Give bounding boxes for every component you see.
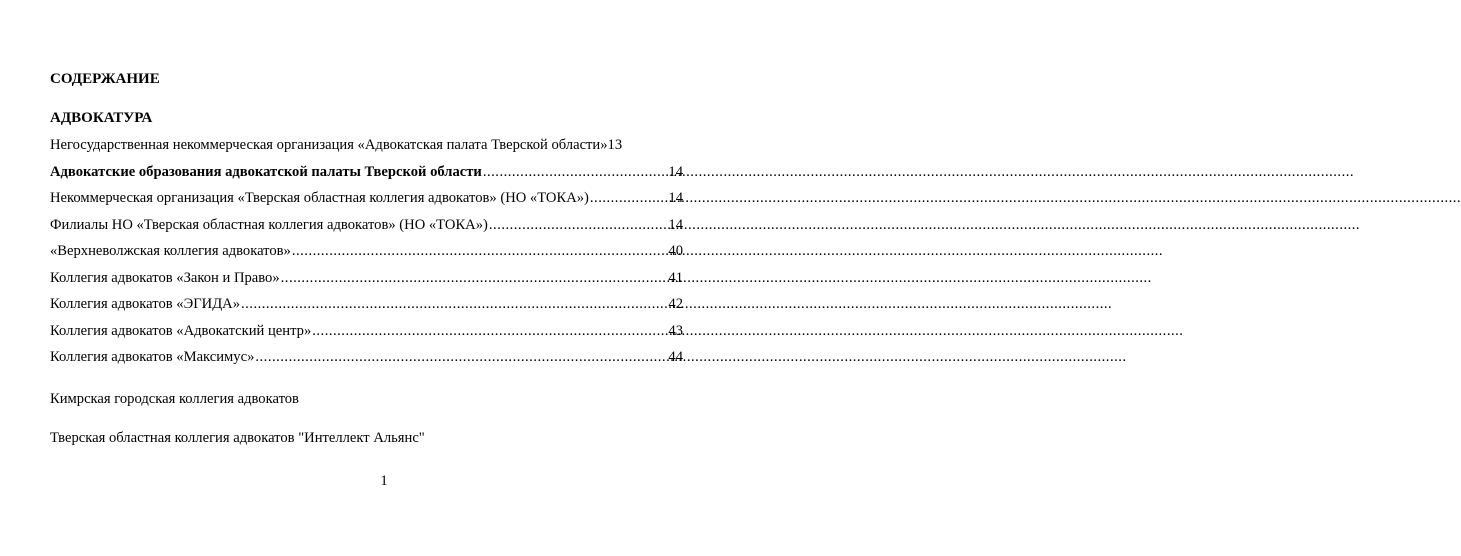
toc-entry-page: 40 <box>668 243 683 259</box>
toc-entry-title: Коллегия адвокатов «ЭГИДА» <box>50 296 240 312</box>
toc-entry[interactable] <box>50 136 683 154</box>
toc-entry-page: 43 <box>668 322 683 339</box>
toc-entry-title: Коллегия адвокатов «Закон и Право» <box>50 269 280 286</box>
toc-entry-page: 14 <box>668 163 683 180</box>
toc-entry-page: 44 <box>668 349 683 365</box>
toc-leader <box>488 216 669 234</box>
toc-entry-title: Филиалы НО «Тверская областная коллегия адвокатов» (НО «ТОКА») <box>50 216 488 233</box>
toc-leader <box>280 269 669 287</box>
toc-entry-page: 42 <box>668 296 683 312</box>
toc-leader <box>311 322 668 340</box>
toc-leader <box>589 189 669 207</box>
toc-entry-page: 41 <box>668 269 683 286</box>
section-title: АДВОКАТУРА <box>50 110 153 126</box>
toc-entry-title: Некоммерческая организация «Тверская областная коллегия адвокатов» (НО «ТОКА») <box>50 190 589 206</box>
toc-entry-title: Негосударственная некоммерческая организация «Адвокатская палата Тверской области» <box>50 137 608 153</box>
toc-entry-title: Коллегия адвокатов «Максимус» <box>50 349 255 365</box>
page-number: 1 <box>380 473 388 489</box>
toc-entry[interactable] <box>50 322 683 340</box>
toc-leader <box>291 242 669 260</box>
toc-leader <box>254 348 668 366</box>
toc-entry[interactable] <box>50 295 683 313</box>
toc-entry-page: 14 <box>668 190 683 206</box>
toc-line-kimry-collegium[interactable]: Кимрская городская коллегия адвокатов <box>50 391 299 407</box>
toc-entry-page: 13 <box>607 137 623 153</box>
toc-entry-title: Адвокатские образования адвокатской палаты Тверской области <box>50 163 482 180</box>
toc-entry-page: 14 <box>668 216 683 233</box>
toc-entry[interactable] <box>50 348 683 366</box>
toc-entry[interactable] <box>50 242 683 260</box>
toc-entry[interactable] <box>50 269 683 287</box>
toc-entry[interactable] <box>50 189 683 207</box>
toc-entry-title: Коллегия адвокатов «Адвокатский центр» <box>50 322 312 339</box>
toc-entry[interactable] <box>50 163 683 181</box>
toc-line-intellekt-alliance[interactable]: Тверская областная коллегия адвокатов "Интеллект Альянс" <box>50 430 425 446</box>
toc-leader <box>240 295 668 313</box>
toc-list <box>50 136 683 375</box>
toc-heading: СОДЕРЖАНИЕ <box>50 71 160 87</box>
toc-entry[interactable] <box>50 216 683 234</box>
toc-entry-title: «Верхневолжская коллегия адвокатов» <box>50 243 291 259</box>
toc-leader <box>482 163 669 181</box>
